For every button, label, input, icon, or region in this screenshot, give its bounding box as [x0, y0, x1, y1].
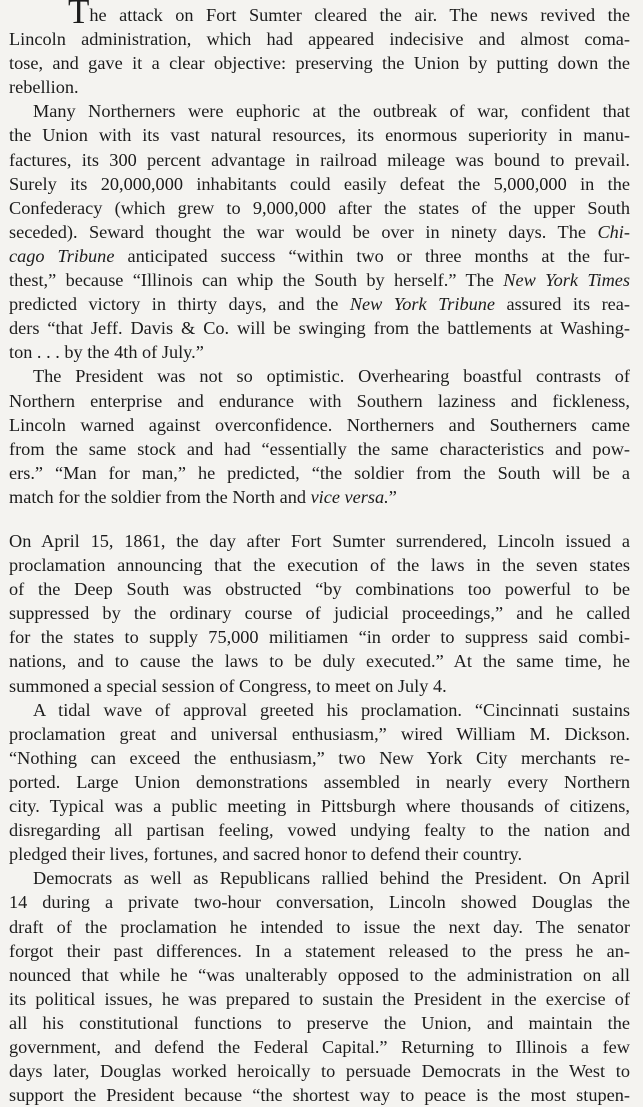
text-line: the Union with its vast natural resources, its enormous superiority in manu- [9, 125, 630, 146]
text-line: match for the soldier from the North and vice versa.” [9, 486, 397, 507]
text-line: days later, Douglas worked heroically to persuade Democrats in the West to [9, 1061, 630, 1082]
text-line: proclamation great and universal enthusiasm,” wired William M. Dickson. [9, 723, 630, 744]
text-line: “Nothing can exceed the enthusiasm,” two New York City merchants re- [9, 747, 630, 768]
text-line: government, and defend the Federal Capital.” Returning to Illinois a few [9, 1036, 630, 1057]
text-line: Surely its 20,000,000 inhabitants could easily defeat the 5,000,000 in the [9, 173, 630, 194]
text-line: ton . . . by the 4th of July.” [9, 342, 204, 363]
text-line: ported. Large Union demonstrations assembled in nearly every Northern [9, 771, 630, 792]
text-line: nations, and to cause the laws to be duly executed.” At the same time, he [9, 651, 630, 672]
text-line: tose, and gave it a clear objective: preserving the Union by putting down the [9, 53, 630, 74]
text-line: Lincoln warned against overconfidence. Northerners and Southerners came [9, 414, 630, 435]
text-line: A tidal wave of approval greeted his proclamation. “Cincinnati sustains [33, 699, 630, 720]
text-line: Confederacy (which grew to 9,000,000 after the states of the upper South [9, 197, 630, 218]
text-line: ers.” “Man for man,” he predicted, “the soldier from the South will be a [9, 462, 630, 483]
text-line: its political issues, he was prepared to sustain the President in the exercise of [9, 988, 630, 1009]
text-line: ders “that Jeff. Davis & Co. will be swinging from the battlements at Washing- [9, 318, 630, 339]
text-line: predicted victory in thirty days, and the New York Tribune assured its rea- [9, 294, 630, 315]
drop-cap: T [68, 0, 90, 31]
text-line: for the states to supply 75,000 militiamen “in order to suppress said combi- [9, 627, 630, 648]
text-line: Many Northerners were euphoric at the outbreak of war, confident that [33, 101, 630, 122]
text-line: pledged their lives, fortunes, and sacred honor to defend their country. [9, 844, 523, 865]
excerpt-one [0, 2, 630, 509]
text-line: On April 15, 1861, the day after Fort Sumter surrendered, Lincoln issued a [9, 531, 630, 551]
text-line: city. Typical was a public meeting in Pittsburgh where thousands of citizens, [9, 796, 630, 817]
text-line: rebellion. [9, 77, 79, 98]
text-line: summoned a special session of Congress, to meet on July 4. [9, 675, 447, 696]
text-line: support the President because “the shortest way to peace is the most stupen- [9, 1085, 630, 1106]
text-line: disregarding all partisan feeling, vowed undying fealty to the nation and [9, 820, 630, 841]
text-line: 14 during a private two-hour conversation, Lincoln showed Douglas the [9, 892, 630, 913]
text-line: suppressed by the ordinary course of judicial proceedings,” and he called [9, 603, 630, 624]
text-line: Democrats as well as Republicans rallied behind the President. On April [33, 868, 630, 889]
text-line: seceded). Seward thought the war would be over in ninety days. The Chi- [9, 221, 630, 242]
text-line: all his constitutional functions to preserve the Union, and maintain the [9, 1012, 630, 1033]
text-line: proclamation announcing that the execution of the laws in the seven states [9, 555, 630, 576]
text-line: forgot their past differences. In a statement released to the press he an- [9, 940, 630, 961]
text-line: The attack on Fort Sumter cleared the air. The news revived the [0, 2, 630, 27]
text-line: Northern enterprise and endurance with Southern laziness and fickleness, [9, 390, 630, 411]
excerpt-two [0, 529, 630, 1107]
text-line: thest,” because “Illinois can whip the South by herself.” The New York Times [9, 270, 630, 291]
text-line: cago Tribune anticipated success “within two or three months at the fur- [9, 245, 630, 266]
section-divider [6, 511, 634, 512]
text-line: The President was not so optimistic. Overhearing boastful contrasts of [33, 366, 630, 387]
text-line: factures, its 300 percent advantage in railroad mileage was bound to prevail. [9, 149, 630, 170]
text-line: of the Deep South was obstructed “by combinations too powerful to be [9, 579, 630, 600]
text-line: Lincoln administration, which had appeared indecisive and almost coma- [9, 29, 630, 50]
text-line: from the same stock and had “essentially the same characteristics and pow- [9, 438, 630, 459]
text-line: nounced that while he “was unalterably opposed to the administration on all [9, 964, 630, 985]
text-line: draft of the proclamation he intended to issue the next day. The senator [9, 916, 630, 937]
